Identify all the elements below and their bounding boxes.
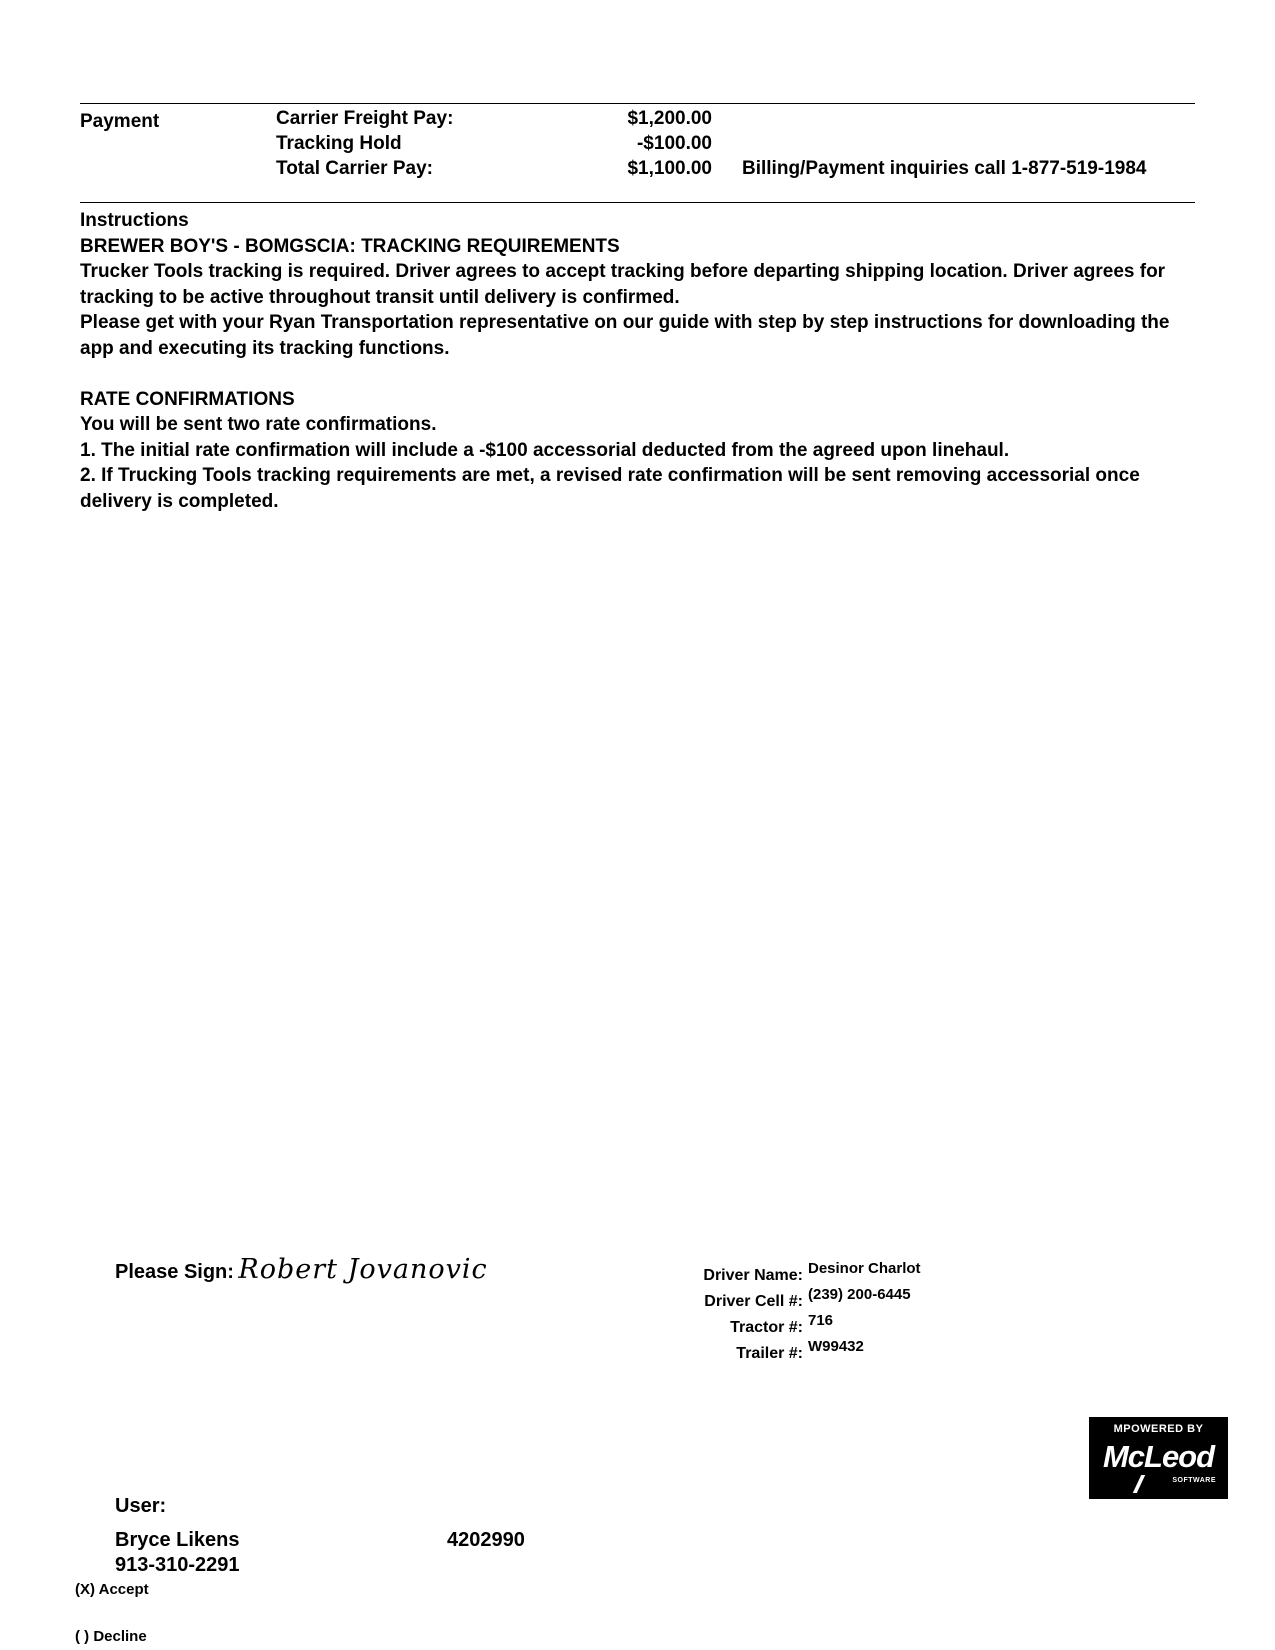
payment-row-amount: $1,200.00 (627, 108, 712, 129)
tracking-requirements-text: Trucker Tools tracking is required. Driver agrees to accept tracking before departing shipping location. Driver agrees for tracking to be active throughout transit until delivery is confirmed. (80, 261, 1166, 308)
spacer (80, 361, 1200, 387)
payment-section-label: Payment (80, 111, 160, 132)
accept-option[interactable]: (X) Accept (75, 1581, 149, 1598)
driver-name-value: Desinor Charlot (808, 1260, 921, 1277)
user-id: 4202990 (447, 1529, 525, 1551)
logo-brand-text: McLeod (1102, 1439, 1215, 1474)
user-label: User: (115, 1495, 167, 1517)
rate-confirmations-title: RATE CONFIRMATIONS (80, 388, 295, 410)
payment-row-label: Carrier Freight Pay: (276, 108, 454, 129)
mcleod-logo (1089, 1417, 1228, 1499)
tractor-label: Tractor #: (730, 1319, 803, 1336)
payment-row-label: Total Carrier Pay: (276, 158, 433, 179)
please-sign-label: Please Sign: (115, 1261, 234, 1283)
payment-row-amount: -$100.00 (636, 133, 712, 154)
trailer-value: W99432 (808, 1338, 864, 1355)
instructions-heading: Instructions (80, 210, 189, 231)
rate-confirmation-item: 2. If Trucking Tools tracking requirements are met, a revised rate confirmation will be sent removing accessorial once delivery is completed. (80, 465, 1140, 512)
driver-cell-label: Driver Cell #: (704, 1293, 803, 1310)
logo-top-text: MPOWERED BY (1113, 1423, 1204, 1435)
tractor-value: 716 (808, 1312, 834, 1329)
tracking-guide-text: Please get with your Ryan Transportation representative on our guide with step by step instructions for downloading the app and executing its tracking functions. (80, 312, 1170, 359)
rate-confirmations-intro: You will be sent two rate confirmations. (80, 414, 437, 435)
tracking-requirements-title: BREWER BOY'S - BOMGSCIA: TRACKING REQUIREMENTS (80, 235, 620, 257)
instructions-block (80, 208, 1200, 514)
logo-slash-icon (1133, 1475, 1145, 1493)
payment-top-rule (80, 103, 1195, 104)
driver-cell-value: (239) 200-6445 (808, 1286, 911, 1303)
payment-row-amount: $1,100.00 (627, 158, 712, 179)
trailer-label: Trailer #: (736, 1345, 803, 1362)
payment-row-label: Tracking Hold (276, 133, 402, 154)
logo-sub-text: SOFTWARE (1172, 1477, 1216, 1484)
driver-name-label: Driver Name: (703, 1267, 803, 1284)
decline-option[interactable]: ( ) Decline (75, 1628, 147, 1645)
payment-bottom-rule (80, 202, 1195, 203)
user-phone: 913-310-2291 (115, 1554, 240, 1576)
billing-note: Billing/Payment inquiries call 1-877-519-1984 (742, 158, 1147, 179)
rate-confirmation-item: 1. The initial rate confirmation will include a -$100 accessorial deducted from the agreed upon linehaul. (80, 439, 1010, 461)
signature-name: Robert Jovanovic (238, 1254, 488, 1285)
user-name: Bryce Likens (115, 1529, 240, 1551)
signature-line (115, 1254, 488, 1285)
